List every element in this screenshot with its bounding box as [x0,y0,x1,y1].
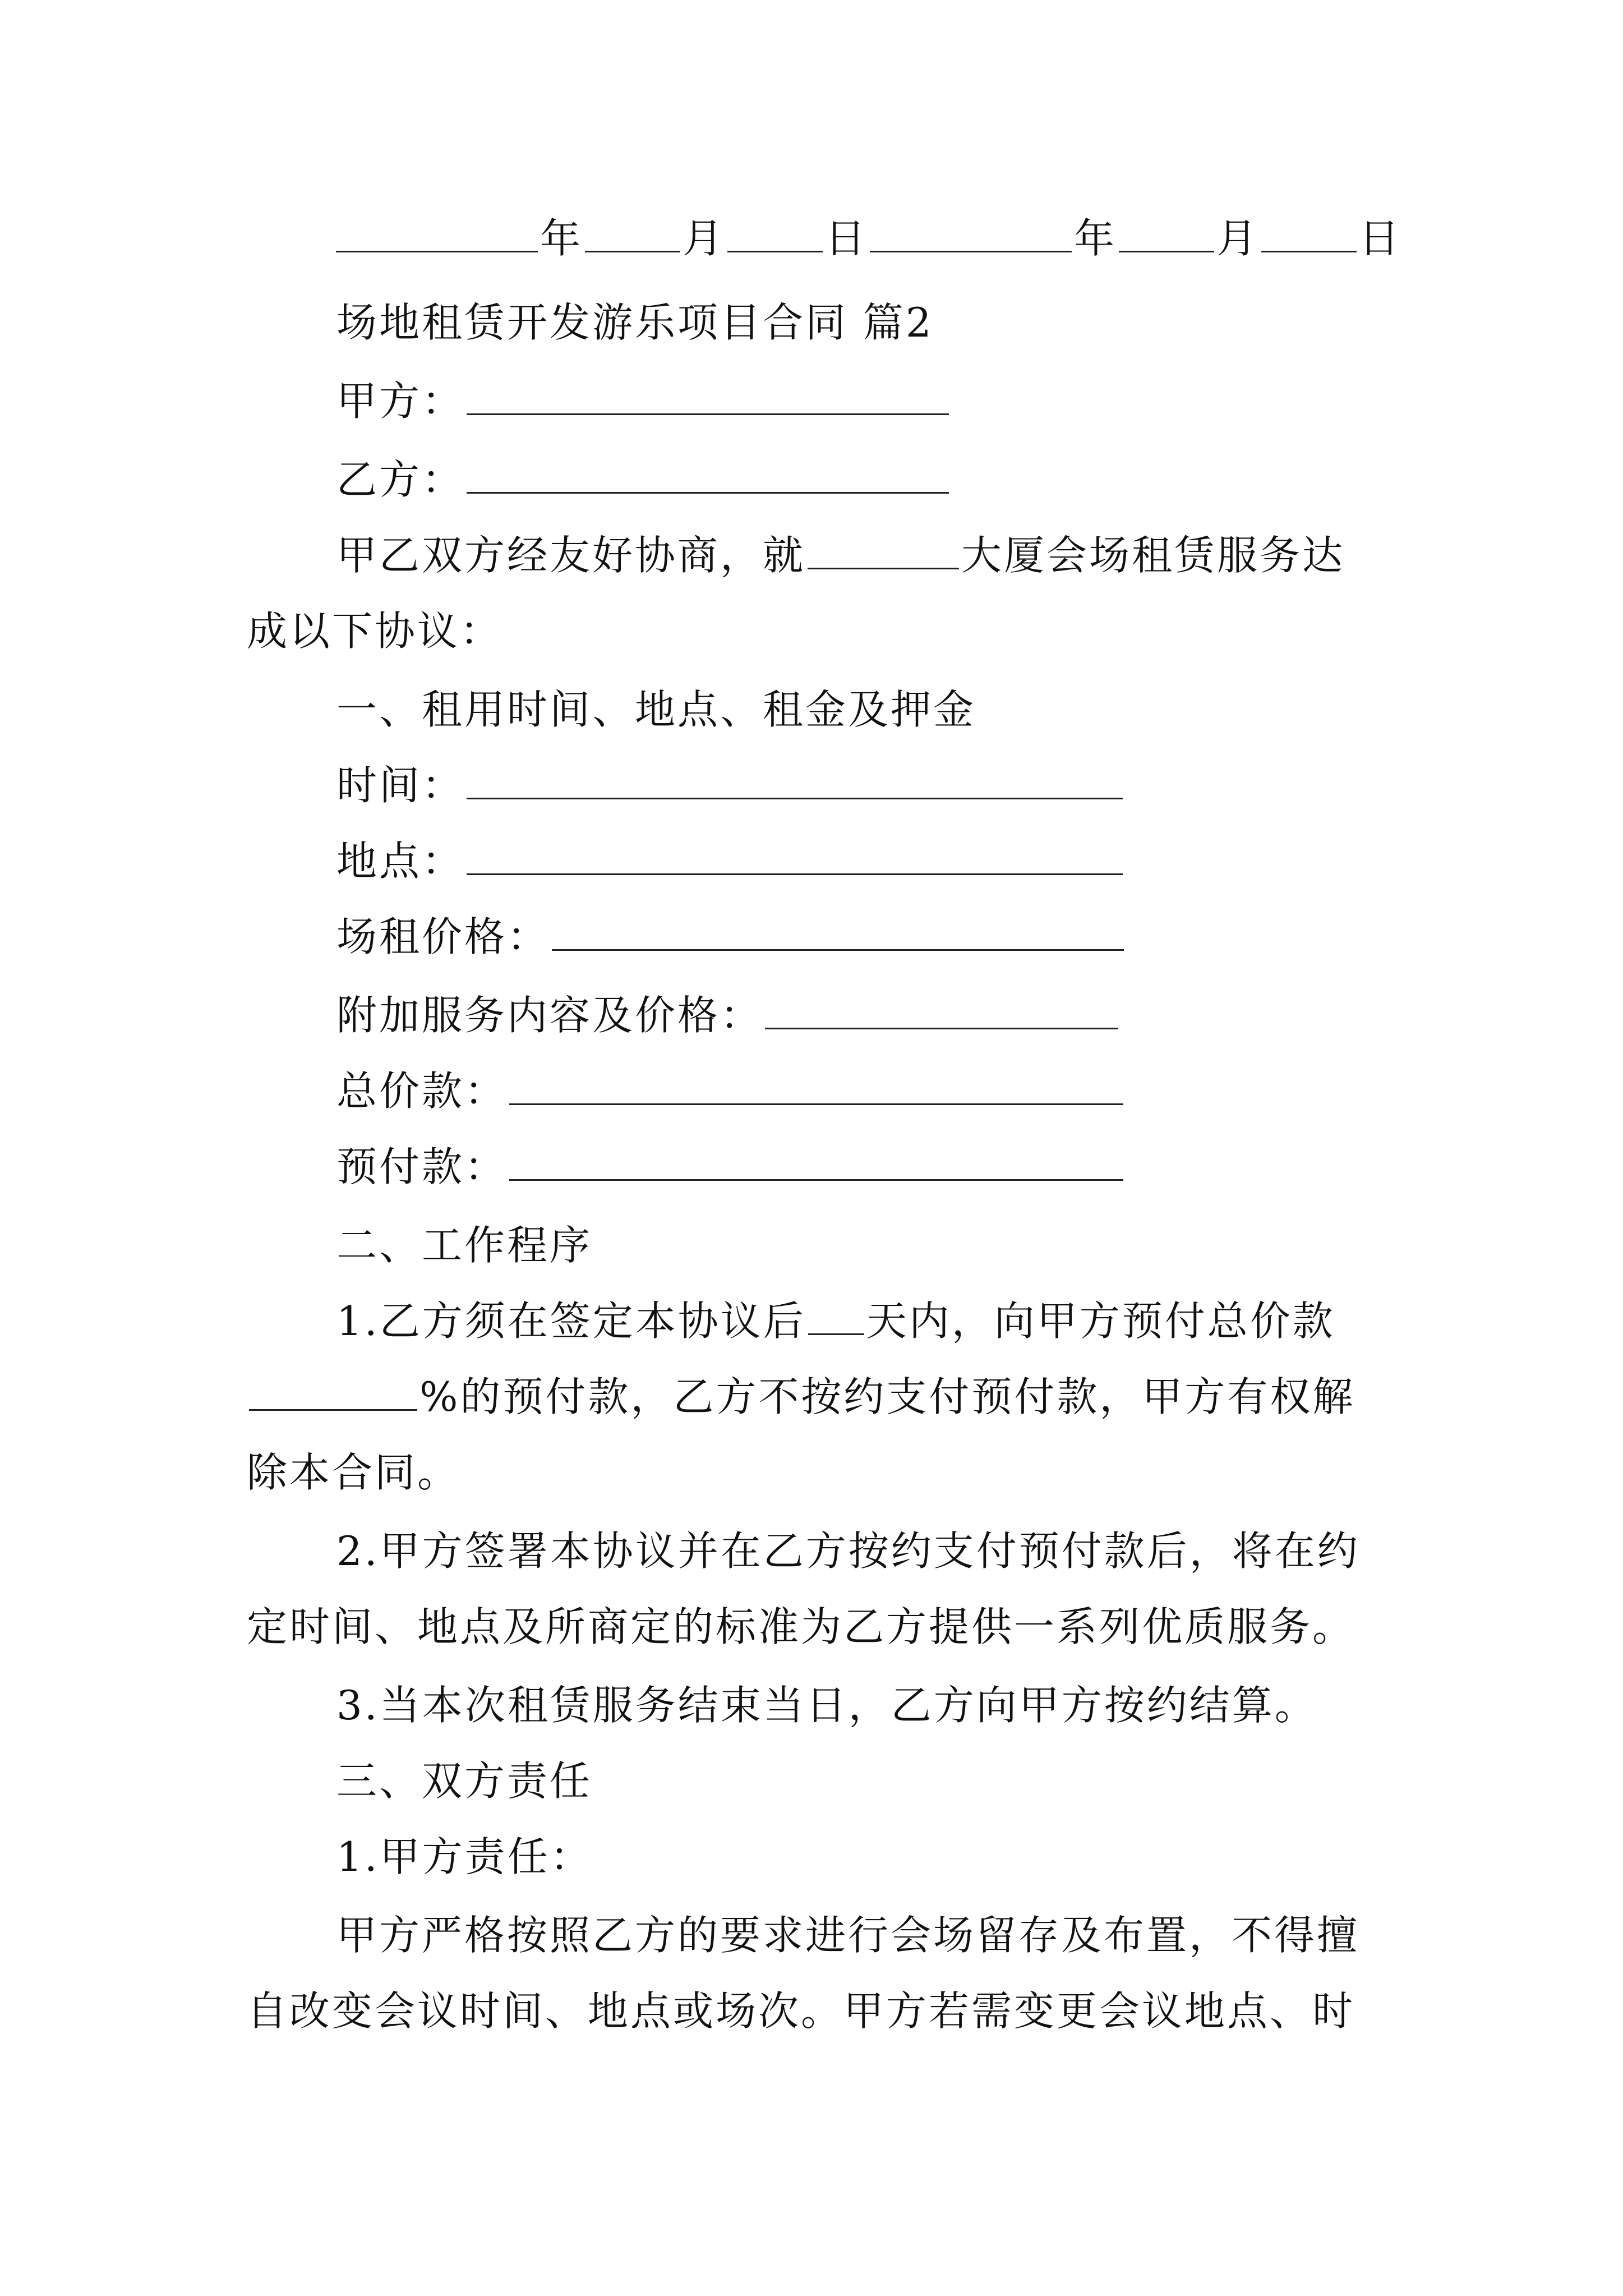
s3-para-line2: 自改变会议时间、地点或场次。甲方若需变更会议地点、时 [247,1987,1355,2035]
field-blank [467,838,1123,875]
clause-text: %的预付款，乙方不按约支付预付款，甲方有权解 [419,1373,1355,1420]
s3-para-line1: 甲方严格按照乙方的要求进行会场留存及布置，不得擅 [336,1912,1360,1959]
field-label: 预付款： [336,1143,508,1190]
party-a-label: 甲方： [336,378,465,425]
field-location [336,830,1125,892]
intro-line1 [336,524,1345,586]
field-prepayment [336,1136,1126,1198]
field-label: 附加服务内容及价格： [336,992,763,1039]
field-total [336,1060,1126,1122]
party-a-blank [467,378,949,415]
section3-heading: 三、双方责任 [336,1757,593,1805]
party-a-line [336,370,951,432]
month-label: 月 [683,215,726,262]
party-b-line [336,449,951,510]
clause-text: 天内，向甲方预付总价款 [866,1297,1335,1345]
s2-item3: 3.当本次租赁服务结束当日，乙方向甲方按约结算。 [336,1682,1317,1729]
field-blank [765,992,1118,1029]
blank-underline [336,215,538,252]
blank-underline [1261,215,1357,252]
s2-item2-line1: 2.甲方签署本协议并在乙方按约支付预付款后，将在约 [336,1527,1360,1575]
s2-item1-line2 [247,1366,1355,1428]
field-rent [336,906,1126,968]
s2-item1-line3: 除本合同。 [247,1449,460,1496]
blank-underline [585,215,680,252]
intro-text: 大厦会场租赁服务达 [961,532,1345,579]
building-blank [808,532,959,569]
clause-text: 1.乙方须在签定本协议后 [336,1297,806,1345]
document-title: 场地租赁开发游乐项目合同 篇2 [336,299,934,346]
year-label: 年 [1074,215,1117,262]
field-label: 总价款： [336,1068,508,1115]
intro-text: 甲乙双方经友好协商，就 [336,532,806,579]
blank-underline [870,215,1072,252]
field-blank [509,1143,1123,1181]
date-line [334,208,1401,269]
field-label: 地点： [336,838,465,885]
s3-sub1: 1.甲方责任： [336,1833,593,1880]
field-label: 时间： [336,762,465,809]
field-blank [467,762,1123,799]
field-blank [509,1068,1123,1105]
blank-underline [727,215,823,252]
s2-item1-line1 [336,1290,1335,1352]
field-blank [552,913,1124,951]
month-label: 月 [1216,215,1260,262]
field-label: 场租价格： [336,913,550,960]
section2-heading: 二、工作程序 [336,1222,593,1269]
field-time [336,754,1125,816]
day-label: 日 [1359,215,1402,262]
section1-heading: 一、租用时间、地点、租金及押金 [336,686,976,733]
year-label: 年 [540,215,583,262]
party-b-blank [467,456,949,494]
blank-underline [1119,215,1214,252]
party-b-label: 乙方： [336,456,465,503]
field-extra-services [336,984,1121,1046]
days-blank [808,1297,864,1335]
day-label: 日 [825,215,868,262]
percent-blank [249,1373,417,1411]
s2-item2-line2: 定时间、地点及所商定的标准为乙方提供一系列优质服务。 [247,1603,1355,1650]
intro-line2: 成以下协议： [247,608,503,655]
